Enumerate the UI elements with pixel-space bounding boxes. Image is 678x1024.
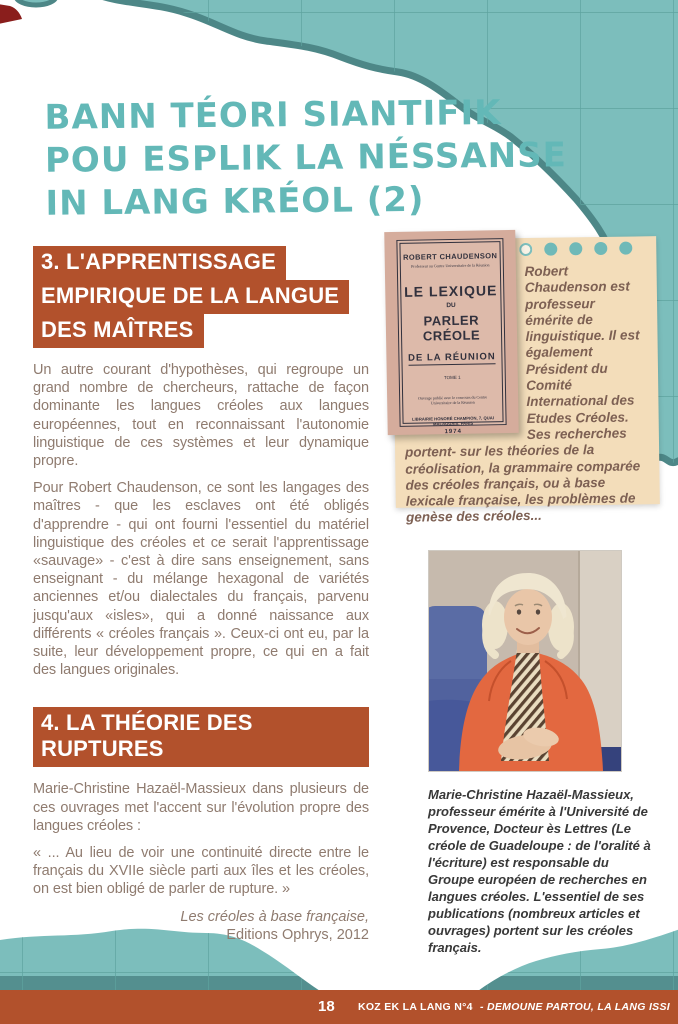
page-number: 18 xyxy=(318,998,335,1015)
photo-caption: Marie-Christine Hazaël-Massieux, professeur émérite à l'Université de Provence, Docteur ès Lettres (Le créole de Guadeloupe : de l'oralité à l'écriture) est responsable du Groupe européen de recherches en langues créoles. L'essentiel de ses publications (nombreux articles et ouvrages) portent sur les créoles français. xyxy=(428,787,651,955)
portrait-photo-illustration xyxy=(429,551,621,771)
book-publisher: LIBRAIRIE HONORÉ CHAMPION, 7, QUAI MALAQUAIS, PARIS xyxy=(412,415,494,427)
book-cover xyxy=(384,230,519,435)
book-title: DU xyxy=(446,301,456,310)
book-cover-frame xyxy=(396,238,506,436)
book-title: PARLER CRÉOLE xyxy=(422,312,481,344)
book-title: LE LEXIQUE xyxy=(404,282,498,300)
section4-quote: « ... Au lieu de voir une continuité directe entre le français du XVIIe siècle parti aux îles et les créoles, on est bien obligé de parler de rupture. » xyxy=(33,845,369,898)
book-edition-note: Ouvrage publié avec le concours du Centre Universitaire de la Réunion xyxy=(418,394,488,406)
section4-heading xyxy=(33,707,369,767)
footer-issue: KOZ EK LA LANG N°4 xyxy=(357,1001,473,1013)
footer-bar xyxy=(0,990,678,1024)
page-title-line: BANN TÉORI SIANTIFIK xyxy=(44,92,502,138)
section3-heading-line: EMPIRIQUE DE LA LANGUE xyxy=(33,280,349,314)
section3-heading-line: 3. L'APPRENTISSAGE xyxy=(33,246,286,280)
section4-heading-line: 4. LA THÉORIE DES RUPTURES xyxy=(33,707,369,767)
section4-intro-paragraph: Marie-Christine Hazaël-Massieux dans plusieurs de ces ouvrages met l'accent sur l'évolution propre des langues créoles : xyxy=(33,781,369,834)
punch-hole-icon xyxy=(519,243,532,256)
section3-paragraph-2: Pour Robert Chaudenson, ce sont les langages des maîtres - que les esclaves ont été obligés d'apprendre - qui ont fourni l'essentiel du matériel linguistique des créoles et ce serait l'apprentissage «sauvage» - c'est à dire sans enseignement, sans enseignant - du mélange hexagonal de variétés anciennes et/ou dialectales du français, parvenu jusqu'aux «isles», qui a donné naissance aux différents « créoles français ». Ceux-ci ont eu, par la suite, leur développement propre, ce qui en a fait des langues originales. xyxy=(33,480,369,679)
book-author: ROBERT CHAUDENSON xyxy=(402,251,498,262)
portrait-photo xyxy=(428,550,622,772)
section3-paragraph-1: Un autre courant d'hypothèses, qui regroupe un grand nombre de chercheurs, rattache de façon dominante les langues créoles aux langues européennes, tout en reconnaissant l'autonomie linguistique de ces systèmes et leur dynamique propre. xyxy=(33,362,369,470)
punch-hole-icon xyxy=(594,242,607,255)
article-column xyxy=(33,246,369,944)
book-author-note: Professeur au Centre Universitaire de la Réunion xyxy=(411,262,490,269)
red-corner-scrap xyxy=(0,4,22,24)
page-title xyxy=(44,91,567,225)
section3-heading-line: DES MAÎTRES xyxy=(33,314,204,348)
book-subtitle: DE LA RÉUNION xyxy=(408,351,496,364)
punch-hole-icon xyxy=(544,243,557,256)
footer-tagline: - DEMOUNE PARTOU, LA LANG ISSI xyxy=(479,1001,670,1013)
book-year: 1974 xyxy=(444,428,462,436)
quote-source-publisher: Editions Ophrys, 2012 xyxy=(226,926,369,943)
quote-source xyxy=(33,908,369,944)
punch-hole-icon xyxy=(569,242,582,255)
page-title-line: IN LANG KRÉOL (2) xyxy=(45,179,425,224)
section3-heading xyxy=(33,246,369,348)
footer-text xyxy=(358,990,670,1024)
quote-source-title: Les créoles à base française, xyxy=(180,908,369,925)
book-tome: TOME 1 xyxy=(443,374,461,381)
page-title-line: POU ESPLIK LA NÉSSANSE xyxy=(44,135,568,181)
sticky-note-text: Robert Chaudenson est professeur émérite de linguistique. Il est également Président du Comité International des Etudes Créoles. Ses recherches portent- sur les théories de la créolisation, la grammaire comparée des créoles français, ou à base lexicale française, les problèmes de genèse des créoles... xyxy=(392,236,660,534)
